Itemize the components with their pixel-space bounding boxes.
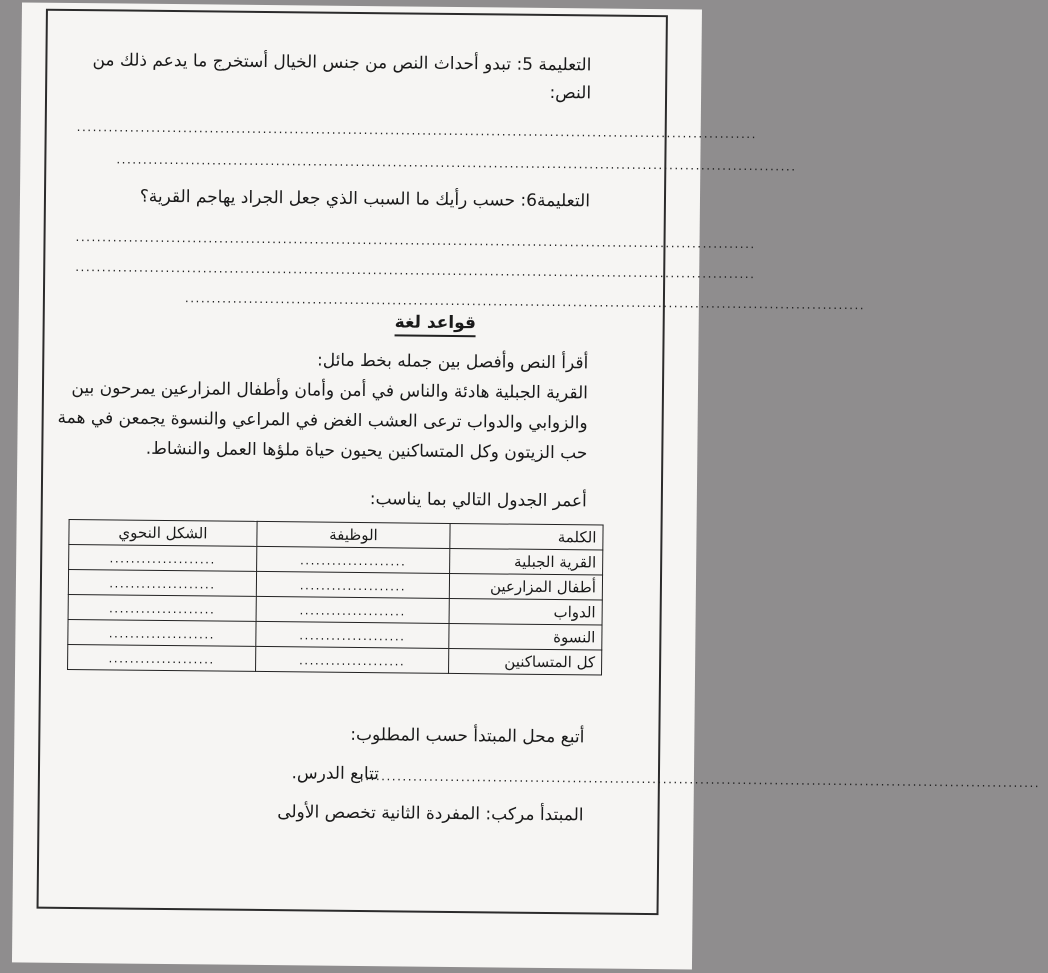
header-function: الوظيفة (257, 521, 450, 548)
row-word: القرية الجبلية (450, 548, 603, 575)
fill-blank[interactable]: .................... (108, 651, 215, 667)
answer-line: ................................................................................................................................ (75, 230, 756, 252)
fill-blank[interactable]: .................... (299, 553, 407, 569)
table-row (68, 644, 602, 675)
fill-blank[interactable]: .................... (108, 626, 216, 642)
fill-blank[interactable]: .................... (109, 576, 216, 592)
rules-line-1: أقرأ النص وأفصل بين جمله بخط مائل: (316, 350, 589, 374)
header-form: الشكل النحوي (69, 519, 257, 546)
answer-line: ................................................................................................................................ (116, 152, 797, 174)
row-word: أطفال المزارعين (449, 573, 602, 600)
rules-line-4: حب الزيتون وكل المتساكنين يحيون حياة ملؤها العمل والنشاط. (145, 438, 588, 464)
row-word: الدواب (449, 598, 602, 625)
rules-line-3: والزوابي والدواب ترعى العشب الغض في المراعي والنسوة يجمعن في همة (57, 407, 588, 434)
fill-blank[interactable]: .................... (299, 628, 406, 644)
row-word: كل المتساكنين (449, 648, 602, 675)
fill-blank[interactable]: .................... (298, 653, 406, 669)
complete-instruction: أتبع محل المبتدأ حسب المطلوب: (350, 724, 585, 748)
worksheet-page (12, 2, 1041, 969)
instruction-5-line-2: النص: (549, 82, 592, 104)
rules-line-2: القرية الجبلية هادئة والناس في أمن وأمان وأطفال المزارعين يمرحون بين (71, 377, 589, 404)
complete-line-3: المبتدأ مركب: المفردة الثانية تخصص الأولى (277, 802, 584, 826)
answer-line: ................................................................................................................................ (359, 769, 1041, 791)
row-word: النسوة (449, 623, 602, 650)
fill-blank[interactable]: .................... (109, 551, 216, 567)
complete-line-2: تتابع الدرس. (291, 763, 380, 785)
rules-line-5: أعمر الجدول التالي بما يناسب: (369, 489, 587, 512)
grammar-table (67, 519, 604, 676)
answer-line: ................................................................................................................................ (76, 120, 758, 142)
instruction-5-line-1: التعليمة 5: تبدو أحداث النص من جنس الخيال أستخرج ما يدعم ذلك من (92, 50, 592, 76)
section-title: قواعد لغة (395, 312, 477, 337)
instruction-6: التعليمة6: حسب رأيك ما السبب الذي جعل الجراد يهاجم القرية؟ (139, 186, 591, 212)
fill-blank[interactable]: .................... (299, 578, 407, 594)
header-word: الكلمة (450, 523, 603, 550)
answer-line: ................................................................................................................................ (184, 291, 866, 313)
fill-blank[interactable]: .................... (108, 601, 216, 617)
fill-blank[interactable]: .................... (299, 603, 406, 619)
answer-line: ................................................................................................................................ (75, 260, 756, 282)
